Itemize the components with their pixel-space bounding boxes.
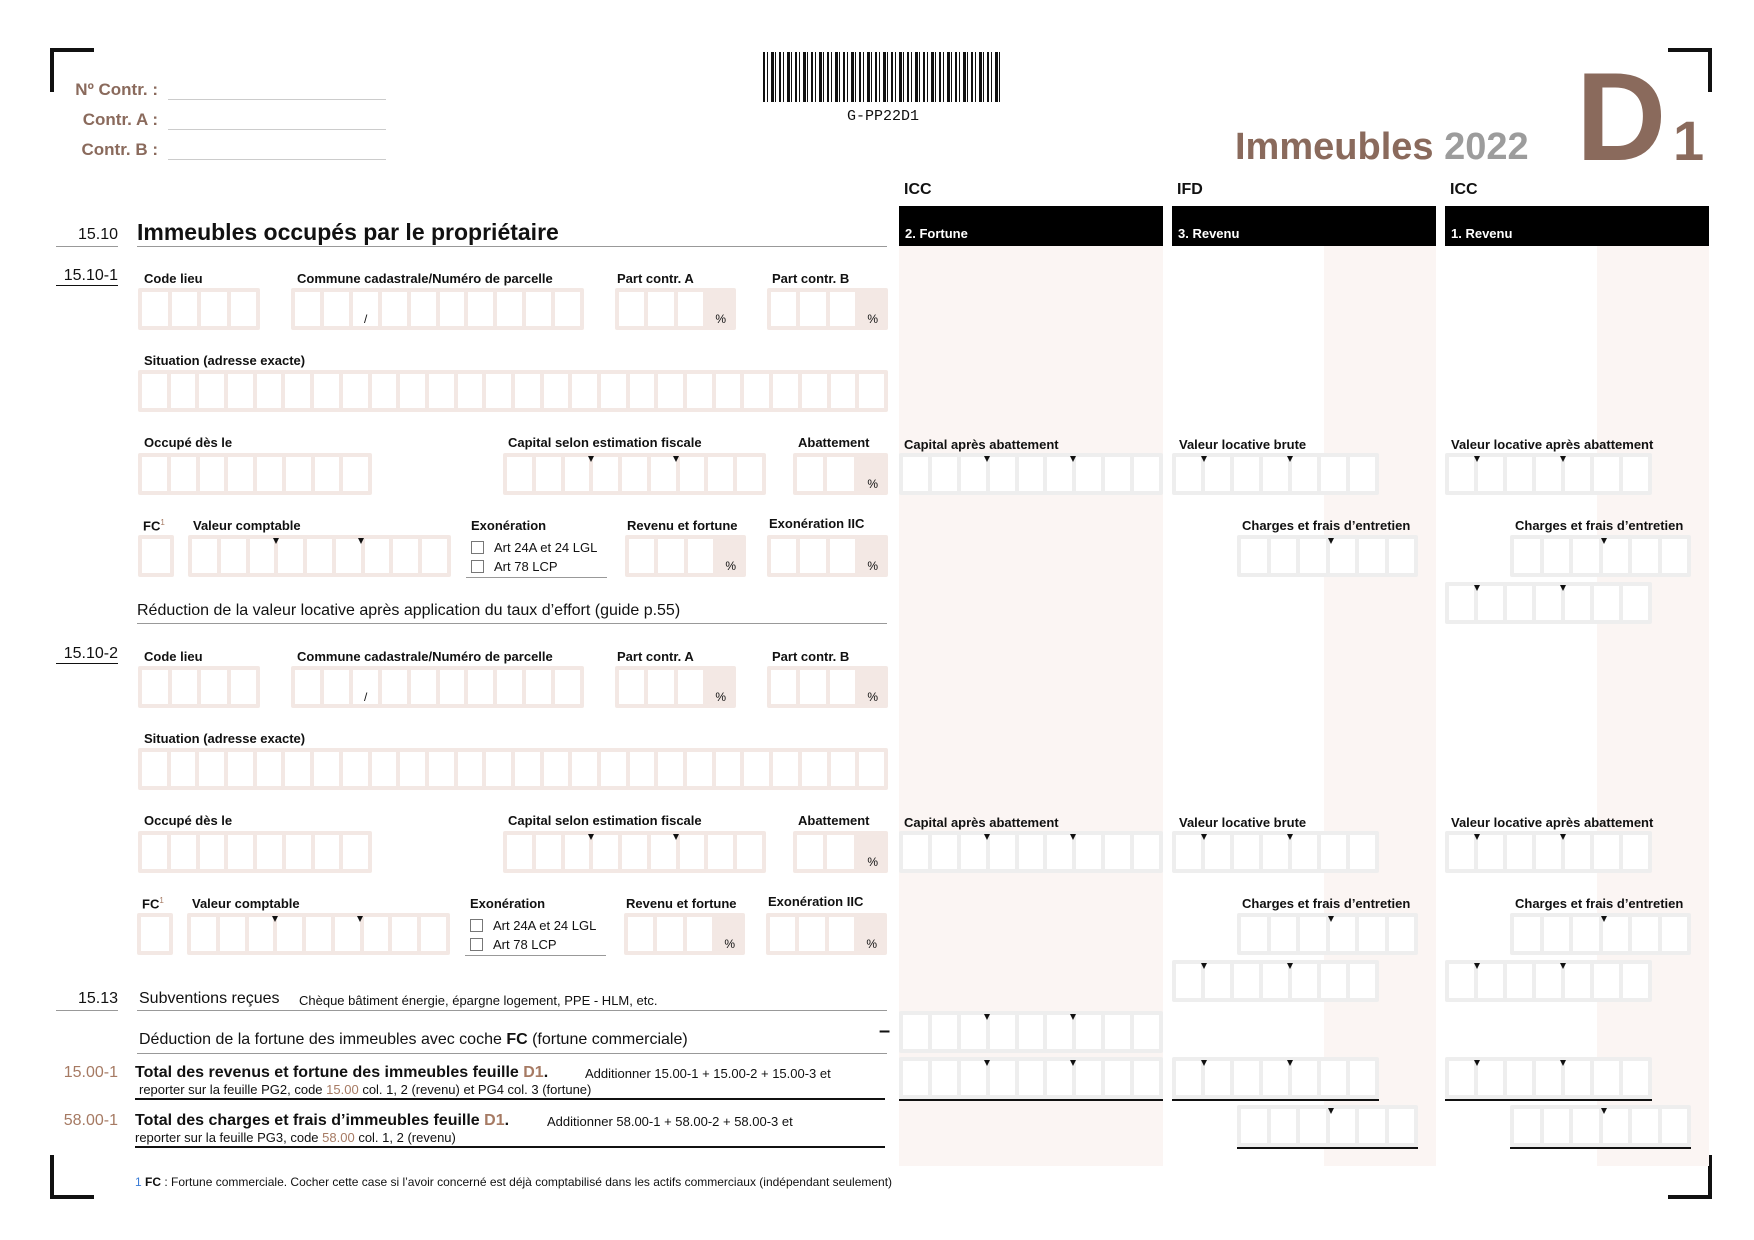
contr-a-field[interactable]: [168, 129, 386, 130]
thousands-marker: [1070, 1060, 1076, 1066]
total-charges-number: 58.00-1: [63, 1112, 118, 1129]
reduction-underline: [137, 623, 887, 624]
contr-no-label: Nº Contr. :: [75, 80, 158, 99]
thousands-marker: [1287, 1060, 1293, 1066]
percent-sign: %: [867, 690, 878, 704]
thousands-marker: [272, 916, 278, 922]
exoneration-iic-label: Exonération IIC: [768, 894, 864, 909]
art-24a-label: Art 24A et 24 LGL: [493, 918, 597, 933]
thousands-marker: [1328, 916, 1334, 922]
deduction-fortune-input[interactable]: [899, 1011, 1163, 1053]
percent-sign: %: [715, 690, 726, 704]
total-charges-instr2b: col. 1, 2 (revenu): [354, 1130, 456, 1145]
thousands-marker: [1560, 456, 1566, 462]
art-24a-checkbox[interactable]: [471, 541, 484, 554]
fc-label-text: FC: [142, 896, 160, 912]
art-24a-checkbox[interactable]: [470, 919, 483, 932]
situation-input[interactable]: [138, 370, 888, 412]
total-revenus-code: 15.00: [326, 1082, 359, 1097]
column-bg-icc-right: [1597, 246, 1709, 1166]
fc-footnote-ref: 1: [160, 518, 165, 527]
total-charges-underline: [135, 1146, 885, 1148]
fc-footnote-ref: 1: [159, 896, 164, 905]
form-number: 1: [1673, 109, 1705, 172]
commune-label: Commune cadastrale/Numéro de parcelle: [297, 649, 553, 664]
total-charges-title-code: D1: [484, 1112, 505, 1129]
capital-input[interactable]: [503, 831, 766, 873]
corner-mark-bottom-left: [50, 1155, 94, 1199]
exoneration-iic-input[interactable]: [767, 535, 888, 577]
thousands-marker: [1287, 456, 1293, 462]
form-title: [1235, 126, 1529, 169]
art-78-checkbox[interactable]: [471, 560, 484, 573]
total-revenus-title-text: Total des revenus et fortune des immeubles feuille: [135, 1064, 524, 1081]
section-title-underline: [137, 246, 887, 247]
commune-label: Commune cadastrale/Numéro de parcelle: [297, 271, 553, 286]
thousands-marker: [1070, 834, 1076, 840]
part-a-input[interactable]: [615, 288, 736, 330]
total-charges-code: 58.00: [322, 1130, 355, 1145]
thousands-marker: [1601, 1108, 1607, 1114]
thousands-marker: [673, 834, 679, 840]
thousands-marker: [1474, 834, 1480, 840]
parcel-slash: /: [364, 690, 368, 704]
part-a-label: Part contr. A: [617, 649, 694, 664]
thousands-marker: [1201, 1060, 1207, 1066]
thousands-marker: [588, 456, 594, 462]
percent-sign: %: [867, 559, 878, 573]
column-tax-icc-fortune: ICC: [904, 181, 932, 198]
total-charges-icc-underline: [1510, 1147, 1691, 1149]
revenu-fortune-label: Revenu et fortune: [626, 896, 737, 911]
exoneration-underline: [465, 955, 606, 956]
deduction-label: [139, 1031, 688, 1049]
thousands-marker: [1601, 538, 1607, 544]
exoneration-label: Exonération: [471, 518, 547, 533]
capital-apres-input[interactable]: [899, 453, 1163, 495]
percent-sign: %: [724, 937, 735, 951]
valeur-brute-label: Valeur locative brute: [1179, 437, 1307, 452]
form-year: 2022: [1444, 126, 1529, 168]
reduction-label: Réduction de la valeur locative après application du taux d’effort (guide p.55): [137, 602, 681, 619]
part-b-label: Part contr. B: [772, 649, 850, 664]
art-78-checkbox[interactable]: [470, 938, 483, 951]
capital-apres-input[interactable]: [899, 831, 1163, 873]
valeur-apres-label: Valeur locative après abattement: [1451, 437, 1654, 452]
section-number-underline: [56, 246, 118, 247]
contr-a-label: Contr. A :: [82, 110, 158, 129]
contr-b-label: Contr. B :: [81, 140, 158, 159]
thousands-marker: [1201, 456, 1207, 462]
code-lieu-label: Code lieu: [144, 649, 203, 664]
capital-apres-label: Capital après abattement: [904, 437, 1059, 452]
abattement-label: Abattement: [798, 435, 870, 450]
thousands-marker: [1474, 1060, 1480, 1066]
code-lieu-label: Code lieu: [144, 271, 203, 286]
form-title-text: Immeubles: [1235, 126, 1434, 168]
thousands-marker: [1070, 1014, 1076, 1020]
thousands-marker: [1328, 1108, 1334, 1114]
subventions-title: Subventions reçues: [139, 990, 280, 1007]
footnote-number: 1: [135, 1175, 142, 1189]
capital-apres-label: Capital après abattement: [904, 815, 1059, 830]
thousands-marker: [673, 456, 679, 462]
total-revenus-instr1: Additionner 15.00-1 + 15.00-2 + 15.00-3 et: [585, 1066, 831, 1081]
total-revenus-title-code: D1: [523, 1064, 544, 1081]
abattement-input[interactable]: [793, 831, 888, 873]
fc-label: [143, 518, 165, 533]
art-78-label: Art 78 LCP: [494, 559, 558, 574]
charges-ifd-label: Charges et frais d’entretien: [1242, 896, 1411, 911]
total-charges-instr2: [135, 1130, 456, 1145]
total-charges-instr2a: reporter sur la feuille PG3, code: [135, 1130, 323, 1145]
column-bg-ifd-right: [1324, 246, 1436, 1166]
property-number: 15.10-2: [56, 645, 118, 664]
total-charges-title-text: Total des charges et frais d’immeubles feuille: [135, 1112, 485, 1129]
charges-icc-label: Charges et frais d’entretien: [1515, 518, 1684, 533]
abattement-input[interactable]: [793, 453, 888, 495]
thousands-marker: [1560, 1060, 1566, 1066]
total-revenus-title: [135, 1064, 548, 1082]
thousands-marker: [588, 834, 594, 840]
percent-sign: %: [866, 937, 877, 951]
total-revenus-number: 15.00-1: [63, 1064, 118, 1081]
thousands-marker: [984, 456, 990, 462]
capital-input[interactable]: [503, 453, 766, 495]
thousands-marker: [1201, 963, 1207, 969]
subventions-detail: Chèque bâtiment énergie, épargne logement, PPE - HLM, etc.: [299, 993, 658, 1008]
deduction-underline: [137, 1053, 887, 1054]
total-revenus-instr2: [139, 1082, 591, 1097]
occupe-label: Occupé dès le: [144, 813, 233, 828]
footnote: [135, 1175, 892, 1189]
revenu-fortune-label: Revenu et fortune: [627, 518, 738, 533]
thousands-marker: [358, 538, 364, 544]
thousands-marker: [273, 538, 279, 544]
thousands-marker: [1560, 963, 1566, 969]
total-revenus-instr2b: col. 1, 2 (revenu) et PG4 col. 3 (fortune): [358, 1082, 592, 1097]
commune-parcelle-input[interactable]: [291, 666, 584, 708]
minus-sign: –: [879, 1020, 891, 1042]
art-78-label: Art 78 LCP: [493, 937, 557, 952]
total-revenus-title-end: .: [543, 1064, 549, 1081]
fc-label: [142, 896, 164, 911]
occupe-input[interactable]: [138, 453, 372, 495]
valeur-comptable-input[interactable]: [187, 913, 450, 955]
thousands-marker: [1201, 834, 1207, 840]
total-revenus-instr2a: reporter sur la feuille PG2, code: [139, 1082, 327, 1097]
footnote-text: : Fortune commerciale. Cocher cette case si l’avoir concerné est déjà comptabilisé dans les actifs commerciaux (indépendant seulement): [161, 1175, 893, 1189]
code-lieu-input[interactable]: [138, 288, 260, 330]
property-number: 15.10-1: [56, 267, 118, 286]
deduction-text-bold: FC: [506, 1031, 528, 1048]
valeur-apres-label: Valeur locative après abattement: [1451, 815, 1654, 830]
occupe-input[interactable]: [138, 831, 372, 873]
total-charges-instr1: Additionner 58.00-1 + 58.00-2 + 58.00-3 et: [547, 1114, 793, 1129]
column-tax-icc-revenu: ICC: [1450, 181, 1478, 198]
situation-label: Situation (adresse exacte): [144, 353, 306, 368]
exoneration-iic-input[interactable]: [766, 913, 887, 955]
footnote-bold: FC: [145, 1175, 162, 1189]
total-charges-ifd-underline: [1237, 1147, 1418, 1149]
form-letter: D: [1576, 48, 1667, 187]
revenu-fortune-input[interactable]: [624, 913, 745, 955]
section-number: 15.10: [77, 226, 118, 243]
contr-b-field[interactable]: [168, 159, 386, 160]
percent-sign: %: [725, 559, 736, 573]
occupe-label: Occupé dès le: [144, 435, 233, 450]
exoneration-underline: [466, 577, 607, 578]
section-title: Immeubles occupés par le propriétaire: [137, 219, 559, 245]
total-fortune-underline: [899, 1099, 1163, 1101]
subventions-number-underline: [56, 1010, 118, 1011]
parcel-slash: /: [364, 312, 368, 326]
situation-input[interactable]: [138, 748, 888, 790]
thousands-marker: [1328, 538, 1334, 544]
thousands-marker: [984, 834, 990, 840]
column-header-icc-revenu: 1. Revenu: [1445, 206, 1709, 246]
thousands-marker: [984, 1060, 990, 1066]
total-charges-title-end: .: [504, 1112, 510, 1129]
column-bg-icc-left: [1445, 246, 1597, 1166]
thousands-marker: [1474, 456, 1480, 462]
situation-label: Situation (adresse exacte): [144, 731, 306, 746]
thousands-marker: [1560, 834, 1566, 840]
percent-sign: %: [715, 312, 726, 326]
column-header-ifd-revenu: 3. Revenu: [1172, 206, 1436, 246]
thousands-marker: [1070, 456, 1076, 462]
column-tax-ifd: IFD: [1177, 181, 1203, 198]
thousands-marker: [1601, 916, 1607, 922]
thousands-marker: [984, 1014, 990, 1020]
code-lieu-input[interactable]: [138, 666, 260, 708]
revenu-fortune-input[interactable]: [625, 535, 746, 577]
part-b-input[interactable]: [767, 666, 888, 708]
valeur-comptable-label: Valeur comptable: [192, 896, 300, 911]
valeur-comptable-input[interactable]: [188, 535, 451, 577]
commune-parcelle-input[interactable]: [291, 288, 584, 330]
valeur-comptable-label: Valeur comptable: [193, 518, 301, 533]
fc-label-text: FC: [143, 518, 161, 534]
fc-checkbox[interactable]: [137, 913, 173, 955]
exoneration-iic-label: Exonération IIC: [769, 516, 865, 531]
subventions-number: 15.13: [77, 990, 118, 1007]
thousands-marker: [1287, 963, 1293, 969]
barcode-text: G-PP22D1: [846, 108, 919, 125]
column-header-fortune: 2. Fortune: [899, 206, 1163, 246]
subventions-underline: [137, 1010, 887, 1011]
part-a-label: Part contr. A: [617, 271, 694, 286]
thousands-marker: [1560, 585, 1566, 591]
part-b-label: Part contr. B: [772, 271, 850, 286]
percent-sign: %: [867, 477, 878, 491]
abattement-label: Abattement: [798, 813, 870, 828]
thousands-marker: [357, 916, 363, 922]
thousands-marker: [1287, 834, 1293, 840]
percent-sign: %: [867, 855, 878, 869]
thousands-marker: [1474, 963, 1480, 969]
deduction-text-before: Déduction de la fortune des immeubles avec coche: [139, 1031, 507, 1048]
part-b-input[interactable]: [767, 288, 888, 330]
total-ifd-underline: [1172, 1099, 1379, 1101]
contr-no-field[interactable]: [168, 99, 386, 100]
charges-ifd-label: Charges et frais d’entretien: [1242, 518, 1411, 533]
charges-icc-label: Charges et frais d’entretien: [1515, 896, 1684, 911]
corner-mark-top-right: [1668, 48, 1712, 92]
valeur-brute-label: Valeur locative brute: [1179, 815, 1307, 830]
total-charges-title: [135, 1112, 509, 1130]
part-a-input[interactable]: [615, 666, 736, 708]
percent-sign: %: [867, 312, 878, 326]
total-fortune-input[interactable]: [899, 1057, 1163, 1099]
total-icc-underline: [1445, 1099, 1652, 1101]
column-bg-ifd-left: [1172, 246, 1324, 1166]
barcode: [763, 52, 1003, 102]
capital-label: Capital selon estimation fiscale: [508, 813, 702, 828]
art-24a-label: Art 24A et 24 LGL: [494, 540, 598, 555]
total-revenus-underline: [135, 1098, 885, 1100]
deduction-text-after: (fortune commerciale): [527, 1031, 688, 1048]
capital-label: Capital selon estimation fiscale: [508, 435, 702, 450]
thousands-marker: [1474, 585, 1480, 591]
fc-checkbox[interactable]: [138, 535, 174, 577]
exoneration-label: Exonération: [470, 896, 546, 911]
